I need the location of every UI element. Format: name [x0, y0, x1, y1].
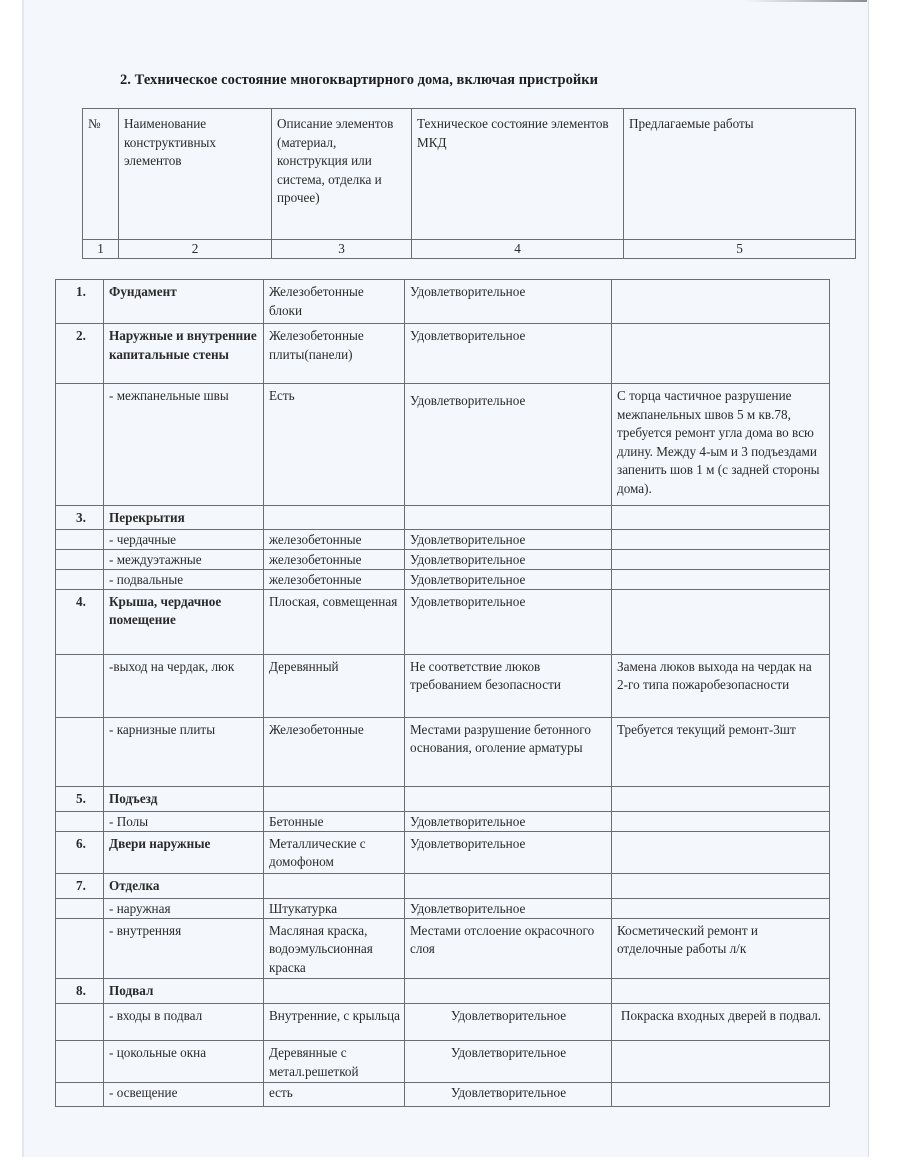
- technical-condition: Удовлетворительное: [405, 549, 612, 569]
- technical-condition: Удовлетворительное: [405, 1004, 612, 1041]
- table-row: [56, 898, 830, 918]
- row-number: [56, 898, 104, 918]
- row-number: [56, 1041, 104, 1083]
- technical-condition: Местами отслоение окрасочного слоя: [405, 918, 612, 979]
- technical-condition: Удовлетворительное: [405, 811, 612, 831]
- table-row: [56, 569, 830, 589]
- table-row: [56, 717, 830, 786]
- col-number-3: 3: [272, 240, 412, 259]
- row-number: 6.: [56, 831, 104, 873]
- technical-condition: Не соответствие люков требованием безопасности: [405, 654, 612, 717]
- table-row: [56, 529, 830, 549]
- element-description: железобетонные: [264, 569, 405, 589]
- row-number: [56, 654, 104, 717]
- technical-condition: Местами разрушение бетонного основания, оголение арматуры: [405, 717, 612, 786]
- element-name: - карнизные плиты: [104, 717, 264, 786]
- proposed-works: [612, 831, 830, 873]
- col-header-works: Предлагаемые работы: [624, 109, 856, 240]
- col-header-number: №: [83, 109, 119, 240]
- technical-condition: Удовлетворительное: [405, 589, 612, 654]
- element-name: - Полы: [104, 811, 264, 831]
- technical-condition: [405, 506, 612, 530]
- technical-condition: Удовлетворительное: [405, 1041, 612, 1083]
- element-description: [264, 506, 405, 530]
- element-description: Деревянный: [264, 654, 405, 717]
- table-row: [56, 918, 830, 979]
- element-name: - освещение: [104, 1083, 264, 1107]
- element-description: Плоская, совмещенная: [264, 589, 405, 654]
- col-number-4: 4: [412, 240, 624, 259]
- element-name: Подвал: [104, 979, 264, 1004]
- col-header-condition: Техническое состояние элементов МКД: [412, 109, 624, 240]
- technical-condition: Удовлетворительное: [405, 1083, 612, 1107]
- proposed-works: [612, 898, 830, 918]
- row-number: 5.: [56, 786, 104, 811]
- table-row: [56, 506, 830, 530]
- row-number: 2.: [56, 324, 104, 384]
- element-description: Бетонные: [264, 811, 405, 831]
- proposed-works: [612, 1083, 830, 1107]
- technical-condition: [405, 786, 612, 811]
- proposed-works: [612, 1041, 830, 1083]
- row-number: 7.: [56, 873, 104, 898]
- element-name: - наружная: [104, 898, 264, 918]
- element-name: Наружные и внутренние капитальные стены: [104, 324, 264, 384]
- row-number: [56, 1004, 104, 1041]
- technical-condition: Удовлетворительное: [405, 831, 612, 873]
- element-name: - междуэтажные: [104, 549, 264, 569]
- element-description: есть: [264, 1083, 405, 1107]
- col-number-1: 1: [83, 240, 119, 259]
- table-row: [56, 1041, 830, 1083]
- element-description: Железобетонные блоки: [264, 280, 405, 324]
- col-number-5: 5: [624, 240, 856, 259]
- row-number: [56, 811, 104, 831]
- proposed-works: [612, 786, 830, 811]
- element-description: Деревянные с метал.решеткой: [264, 1041, 405, 1083]
- table-row: [56, 873, 830, 898]
- row-number: [56, 717, 104, 786]
- table-row: [56, 1004, 830, 1041]
- element-description: Штукатурка: [264, 898, 405, 918]
- row-number: [56, 549, 104, 569]
- row-number: [56, 918, 104, 979]
- row-number: [56, 1083, 104, 1107]
- proposed-works: Покраска входных дверей в подвал.: [612, 1004, 830, 1041]
- element-name: Подъезд: [104, 786, 264, 811]
- element-name: Крыша, чердачное помещение: [104, 589, 264, 654]
- table-row: [56, 549, 830, 569]
- row-number: [56, 384, 104, 506]
- element-description: железобетонные: [264, 529, 405, 549]
- element-name: Отделка: [104, 873, 264, 898]
- proposed-works: [612, 589, 830, 654]
- element-description: Есть: [264, 384, 405, 506]
- technical-condition: Удовлетворительное: [405, 898, 612, 918]
- proposed-works: [612, 979, 830, 1004]
- table-row: [56, 324, 830, 384]
- row-number: [56, 569, 104, 589]
- header-table: [82, 108, 856, 259]
- col-number-2: 2: [119, 240, 272, 259]
- proposed-works: [612, 811, 830, 831]
- technical-condition: Удовлетворительное: [405, 280, 612, 324]
- row-number: 8.: [56, 979, 104, 1004]
- element-description: [264, 979, 405, 1004]
- element-description: железобетонные: [264, 549, 405, 569]
- element-description: [264, 786, 405, 811]
- element-name: -выход на чердак, люк: [104, 654, 264, 717]
- table-row: [56, 280, 830, 324]
- table-row: [56, 589, 830, 654]
- element-name: - межпанельные швы: [104, 384, 264, 506]
- element-name: - цокольные окна: [104, 1041, 264, 1083]
- technical-condition: Удовлетворительное: [405, 529, 612, 549]
- table-row: [56, 384, 830, 506]
- element-name: - чердачные: [104, 529, 264, 549]
- table-row: [56, 979, 830, 1004]
- row-number: 1.: [56, 280, 104, 324]
- element-name: Перекрытия: [104, 506, 264, 530]
- table-row: [56, 654, 830, 717]
- element-name: Двери наружные: [104, 831, 264, 873]
- element-name: - внутренняя: [104, 918, 264, 979]
- element-description: Масляная краска, водоэмульсионная краска: [264, 918, 405, 979]
- proposed-works: [612, 506, 830, 530]
- page-edge-shadow: [745, 0, 867, 2]
- element-description: Внутренние, с крыльца: [264, 1004, 405, 1041]
- proposed-works: [612, 324, 830, 384]
- proposed-works: [612, 873, 830, 898]
- row-number: [56, 529, 104, 549]
- table-row: [56, 1083, 830, 1107]
- technical-condition: Удовлетворительное: [405, 324, 612, 384]
- header-titles-row: [83, 109, 856, 240]
- proposed-works: [612, 549, 830, 569]
- header-numbers-row: [83, 240, 856, 259]
- element-description: Металлические с домофоном: [264, 831, 405, 873]
- proposed-works: [612, 569, 830, 589]
- element-description: [264, 873, 405, 898]
- proposed-works: Замена люков выхода на чердак на 2-го типа пожаробезопасности: [612, 654, 830, 717]
- proposed-works: Косметический ремонт и отделочные работы л/к: [612, 918, 830, 979]
- technical-condition: Удовлетворительное: [405, 569, 612, 589]
- col-header-description: Описание элементов (материал, конструкция или система, отделка и прочее): [272, 109, 412, 240]
- section-heading: 2. Техническое состояние многоквартирного дома, включая пристройки: [120, 72, 599, 88]
- element-name: - подвальные: [104, 569, 264, 589]
- element-name: - входы в подвал: [104, 1004, 264, 1041]
- technical-condition: [405, 979, 612, 1004]
- col-header-element: Наименование конструктивных элементов: [119, 109, 272, 240]
- proposed-works: [612, 529, 830, 549]
- proposed-works: [612, 280, 830, 324]
- element-description: Железобетонные: [264, 717, 405, 786]
- proposed-works: С торца частичное разрушение межпанельных швов 5 м кв.78, требуется ремонт угла дома во всю длину. Между 4-ым и 3 подъездами запенить шов 1 м (с задней стороны дома).: [612, 384, 830, 506]
- element-description: Железобетонные плиты(панели): [264, 324, 405, 384]
- table-row: [56, 831, 830, 873]
- table-row: [56, 811, 830, 831]
- condition-table: [55, 279, 830, 1107]
- row-number: 4.: [56, 589, 104, 654]
- technical-condition: [405, 873, 612, 898]
- technical-condition: Удовлетворительное: [405, 384, 612, 506]
- element-name: Фундамент: [104, 280, 264, 324]
- table-row: [56, 786, 830, 811]
- proposed-works: Требуется текущий ремонт-3шт: [612, 717, 830, 786]
- row-number: 3.: [56, 506, 104, 530]
